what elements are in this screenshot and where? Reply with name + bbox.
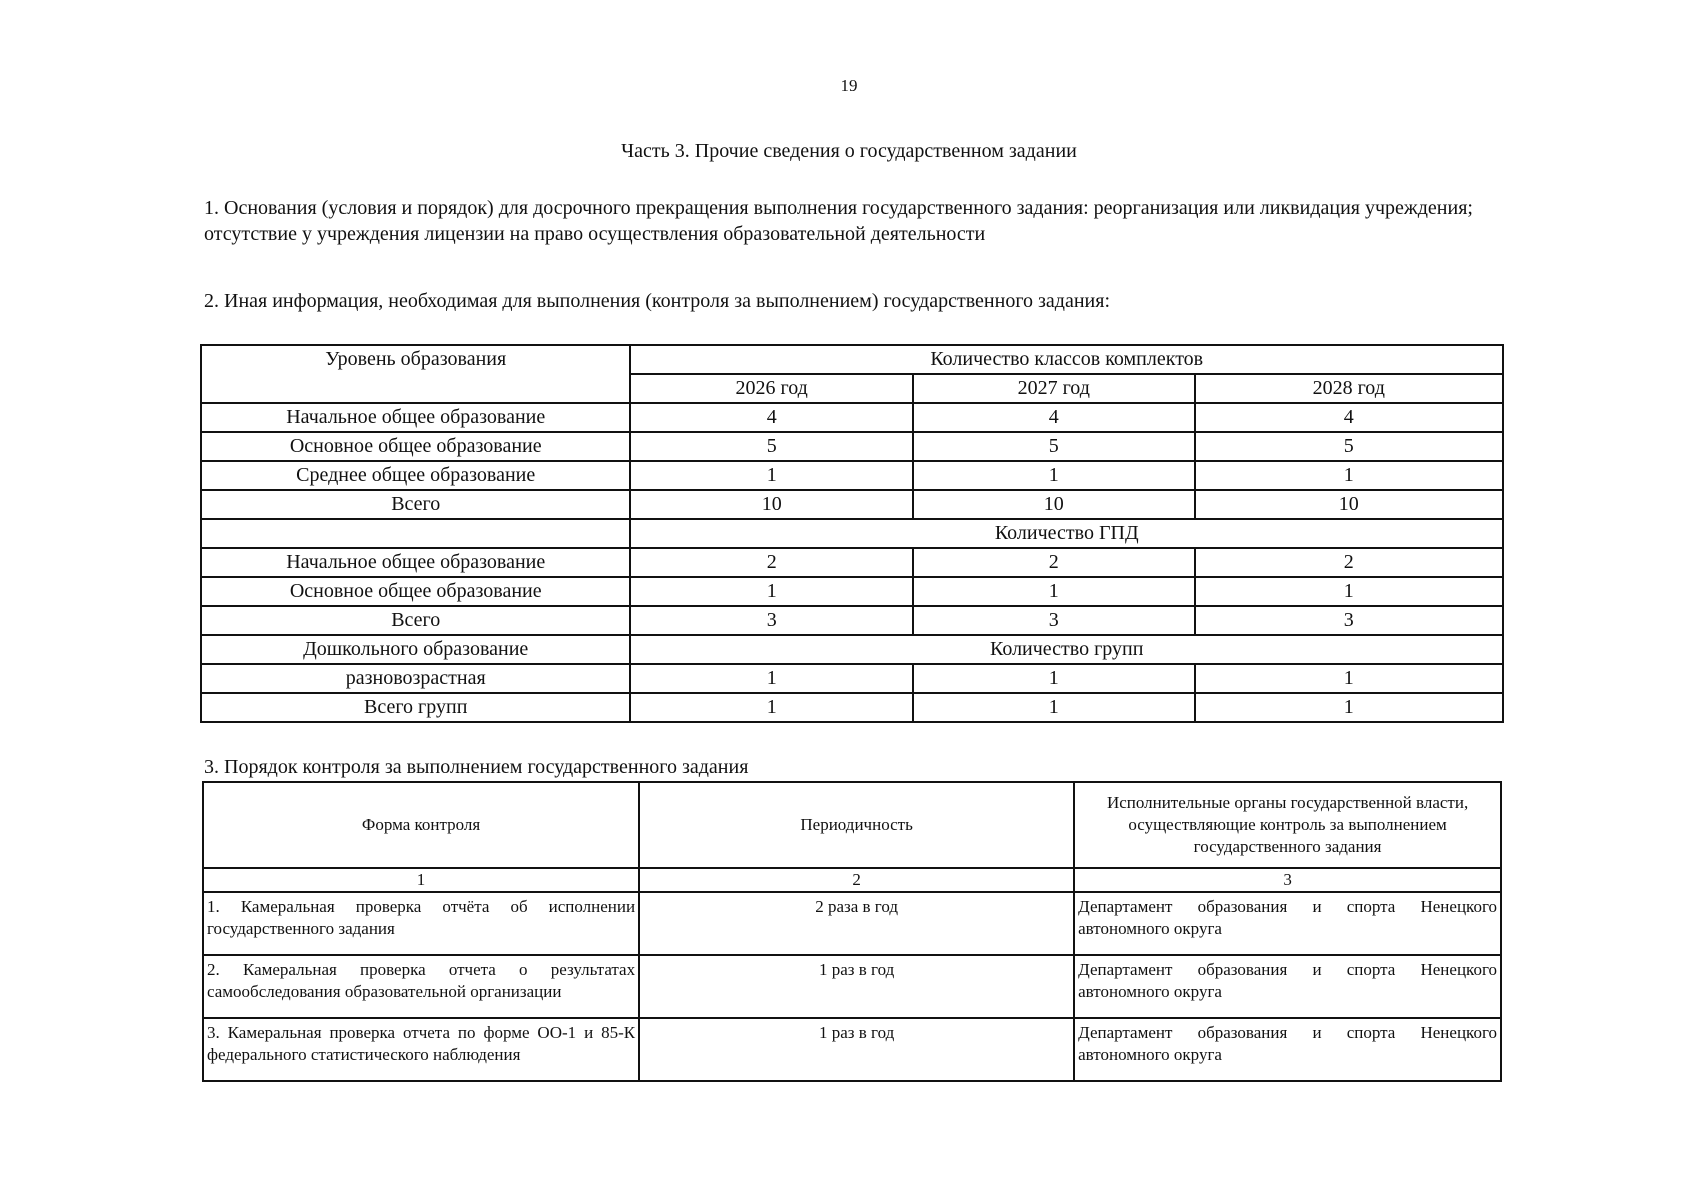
header-authority-text: Исполнительные органы государственной власти, осуществляющие контроль за выполнением государственного задания xyxy=(1106,793,1469,856)
control-authority: Департамент образования и спорта Ненецкого автономного округа xyxy=(1074,1018,1501,1081)
cell-value: 1 xyxy=(913,577,1195,606)
cell-value: 10 xyxy=(1195,490,1504,519)
level-header: Уровень образования xyxy=(201,345,630,403)
classes-table xyxy=(200,344,1504,723)
control-authority: Департамент образования и спорта Ненецкого автономного округа xyxy=(1074,955,1501,1018)
table-row xyxy=(201,664,1503,693)
cell-value: 2 xyxy=(630,548,913,577)
row-label: Начальное общее образование xyxy=(201,548,630,577)
cell-value: 3 xyxy=(913,606,1195,635)
header-authority xyxy=(1074,782,1501,868)
row-label: разновозрастная xyxy=(201,664,630,693)
gpd-header: Количество ГПД xyxy=(630,519,1503,548)
header-form: Форма контроля xyxy=(203,782,639,868)
row-label: Начальное общее образование xyxy=(201,403,630,432)
column-number: 1 xyxy=(203,868,639,892)
cell-value: 1 xyxy=(630,461,913,490)
cell-value: 5 xyxy=(1195,432,1504,461)
column-number: 2 xyxy=(639,868,1074,892)
control-period: 2 раза в год xyxy=(639,892,1074,955)
table-row xyxy=(201,577,1503,606)
column-number: 3 xyxy=(1074,868,1501,892)
paragraph-other-info: 2. Иная информация, необходимая для выполнения (контроля за выполнением) государственного задания: xyxy=(204,290,1111,312)
cell-value: 4 xyxy=(630,403,913,432)
row-label: Всего xyxy=(201,490,630,519)
cell-value: 1 xyxy=(630,664,913,693)
paragraph-grounds: 1. Основания (условия и порядок) для досрочного прекращения выполнения государственного задания: реорганизация или ликвидация учреждения; отсутствие у учреждения лицензии на право осуществления образовательной деятельности xyxy=(204,197,1473,245)
cell-value: 1 xyxy=(630,577,913,606)
row-label: Всего групп xyxy=(201,693,630,722)
control-form: 2. Камеральная проверка отчета о результатах самообследования образовательной организации xyxy=(203,955,639,1018)
year-header: 2027 год xyxy=(913,374,1195,403)
cell-value: 1 xyxy=(1195,664,1504,693)
cell-value: 1 xyxy=(1195,461,1504,490)
table-row xyxy=(201,403,1503,432)
page-number: 19 xyxy=(840,76,858,95)
preschool-label: Дошкольного образование xyxy=(201,635,630,664)
control-form: 1. Камеральная проверка отчёта об исполнении государственного задания xyxy=(203,892,639,955)
groups-header: Количество групп xyxy=(630,635,1503,664)
table-row xyxy=(201,490,1503,519)
paragraph-control-order: 3. Порядок контроля за выполнением государственного задания xyxy=(204,756,749,778)
cell-value: 1 xyxy=(913,693,1195,722)
table-row xyxy=(201,606,1503,635)
empty-cell xyxy=(201,519,630,548)
row-label: Основное общее образование xyxy=(201,432,630,461)
cell-value: 4 xyxy=(1195,403,1504,432)
cell-value: 1 xyxy=(1195,577,1504,606)
cell-value: 3 xyxy=(630,606,913,635)
cell-value: 1 xyxy=(913,461,1195,490)
part-title: Часть 3. Прочие сведения о государственном задании xyxy=(621,140,1077,162)
cell-value: 1 xyxy=(1195,693,1504,722)
count-header: Количество классов комплектов xyxy=(630,345,1503,374)
cell-value: 1 xyxy=(630,693,913,722)
cell-value: 2 xyxy=(1195,548,1504,577)
control-period: 1 раз в год xyxy=(639,1018,1074,1081)
row-label: Среднее общее образование xyxy=(201,461,630,490)
table-row xyxy=(201,548,1503,577)
table-row xyxy=(201,461,1503,490)
table-row xyxy=(203,955,1501,1018)
table-row xyxy=(203,1018,1501,1081)
year-header: 2028 год xyxy=(1195,374,1504,403)
cell-value: 10 xyxy=(913,490,1195,519)
cell-value: 2 xyxy=(913,548,1195,577)
control-authority: Департамент образования и спорта Ненецкого автономного округа xyxy=(1074,892,1501,955)
year-header: 2026 год xyxy=(630,374,913,403)
row-label: Основное общее образование xyxy=(201,577,630,606)
cell-value: 5 xyxy=(630,432,913,461)
row-label: Всего xyxy=(201,606,630,635)
header-period: Периодичность xyxy=(639,782,1074,868)
cell-value: 1 xyxy=(913,664,1195,693)
control-form: 3. Камеральная проверка отчета по форме ОО-1 и 85-К федерального статистического наблюдения xyxy=(203,1018,639,1081)
table-row xyxy=(203,892,1501,955)
cell-value: 5 xyxy=(913,432,1195,461)
table-row xyxy=(201,432,1503,461)
cell-value: 4 xyxy=(913,403,1195,432)
cell-value: 3 xyxy=(1195,606,1504,635)
cell-value: 10 xyxy=(630,490,913,519)
control-period: 1 раз в год xyxy=(639,955,1074,1018)
control-table xyxy=(202,781,1502,1082)
table-row xyxy=(201,693,1503,722)
